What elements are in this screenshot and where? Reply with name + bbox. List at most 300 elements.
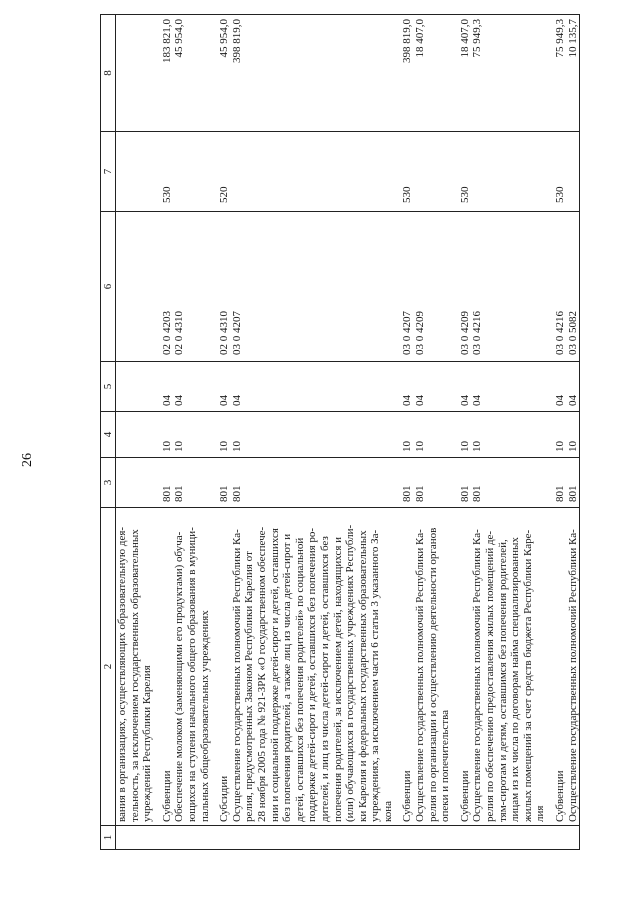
cell-subsection: 04 xyxy=(554,362,567,412)
spacer-cell xyxy=(547,458,554,508)
spacer-cell xyxy=(547,15,554,132)
cell-description: тям-сиротам и детям, оставшимся без попечения родителей, xyxy=(497,508,510,826)
cell-expense-type: 520 xyxy=(218,132,231,212)
cell-target-article xyxy=(306,212,319,362)
spacer-cell xyxy=(394,212,401,362)
cell-col-1 xyxy=(269,826,282,850)
cell-description: релия по обеспечению предоставления жилых помещений де- xyxy=(484,508,497,826)
cell-amount xyxy=(243,15,256,132)
cell-description: опеки и попечительства xyxy=(439,508,452,826)
cell-target-article: 03 0 4207 xyxy=(401,212,414,362)
cell-expense-type xyxy=(269,132,282,212)
cell-target-article xyxy=(269,212,282,362)
cell-ministry-code xyxy=(243,458,256,508)
page-number: 26 xyxy=(20,453,35,467)
cell-col-1 xyxy=(401,826,414,850)
cell-amount xyxy=(344,15,357,132)
cell-section xyxy=(427,412,440,458)
cell-expense-type xyxy=(281,132,294,212)
spacer-cell xyxy=(211,15,218,132)
cell-ministry-code xyxy=(269,458,282,508)
cell-section xyxy=(344,412,357,458)
cell-description: Осуществление государственных полномочий Республики Ка- xyxy=(567,508,580,826)
cell-col-1 xyxy=(484,826,497,850)
cell-expense-type: 530 xyxy=(459,132,472,212)
cell-subsection xyxy=(497,362,510,412)
cell-ministry-code xyxy=(484,458,497,508)
cell-section xyxy=(129,412,142,458)
cell-section xyxy=(369,412,382,458)
cell-amount xyxy=(439,15,452,132)
spacer-cell xyxy=(154,412,161,458)
cell-subsection xyxy=(509,362,522,412)
cell-subsection xyxy=(534,362,547,412)
cell-col-1 xyxy=(332,826,345,850)
cell-subsection: 04 xyxy=(161,362,174,412)
cell-description: детей, оставшихся без попечения родителей» по социальной xyxy=(294,508,307,826)
cell-amount xyxy=(484,15,497,132)
cell-amount xyxy=(534,15,547,132)
cell-subsection xyxy=(186,362,199,412)
cell-col-1 xyxy=(534,826,547,850)
table-row xyxy=(294,15,307,850)
cell-description: ки Карелия и федеральных государственных образовательных xyxy=(357,508,370,826)
header-col-2: 2 xyxy=(101,508,116,826)
spacer-cell xyxy=(394,362,401,412)
spacer-cell xyxy=(394,826,401,850)
table-row xyxy=(427,15,440,850)
spacer-cell xyxy=(452,412,459,458)
cell-subsection xyxy=(344,362,357,412)
cell-ministry-code: 801 xyxy=(554,458,567,508)
cell-ministry-code xyxy=(256,458,269,508)
cell-ministry-code: 801 xyxy=(459,458,472,508)
header-col-3: 3 xyxy=(101,458,116,508)
row-spacer xyxy=(394,15,401,850)
table-row xyxy=(256,15,269,850)
table-row xyxy=(382,15,395,850)
cell-description: поддержке детей-сирот и детей, оставшихся без попечения ро- xyxy=(306,508,319,826)
cell-section: 10 xyxy=(401,412,414,458)
cell-ministry-code xyxy=(281,458,294,508)
cell-subsection: 04 xyxy=(401,362,414,412)
cell-amount xyxy=(427,15,440,132)
cell-col-1 xyxy=(129,826,142,850)
cell-col-1 xyxy=(173,826,186,850)
cell-col-1 xyxy=(319,826,332,850)
cell-section: 10 xyxy=(459,412,472,458)
cell-expense-type xyxy=(439,132,452,212)
cell-description: Субвенции xyxy=(459,508,472,826)
cell-expense-type xyxy=(509,132,522,212)
cell-subsection xyxy=(484,362,497,412)
spacer-cell xyxy=(452,212,459,362)
table-row xyxy=(199,15,212,850)
cell-ministry-code xyxy=(129,458,142,508)
cell-col-1 xyxy=(116,826,129,850)
cell-expense-type xyxy=(427,132,440,212)
cell-amount: 398 819,0 xyxy=(231,15,244,132)
cell-subsection xyxy=(332,362,345,412)
cell-amount: 18 407,0 xyxy=(414,15,427,132)
spacer-cell xyxy=(547,826,554,850)
cell-ministry-code: 801 xyxy=(231,458,244,508)
cell-expense-type xyxy=(332,132,345,212)
cell-section xyxy=(306,412,319,458)
cell-col-1 xyxy=(497,826,510,850)
cell-target-article xyxy=(319,212,332,362)
cell-target-article xyxy=(497,212,510,362)
cell-description: без попечения родителей, а также лиц из числа детей-сирот и xyxy=(281,508,294,826)
cell-target-article xyxy=(186,212,199,362)
cell-target-article xyxy=(294,212,307,362)
cell-target-article xyxy=(427,212,440,362)
cell-col-1 xyxy=(522,826,535,850)
cell-subsection: 04 xyxy=(459,362,472,412)
cell-col-1 xyxy=(256,826,269,850)
cell-description: нии и социальной поддержке детей-сирот и детей, оставшихся xyxy=(269,508,282,826)
table-row xyxy=(369,15,382,850)
cell-subsection: 04 xyxy=(173,362,186,412)
cell-subsection xyxy=(439,362,452,412)
cell-expense-type xyxy=(294,132,307,212)
cell-target-article xyxy=(369,212,382,362)
cell-col-1 xyxy=(459,826,472,850)
spacer-cell xyxy=(452,132,459,212)
table-row xyxy=(567,15,580,850)
cell-ministry-code xyxy=(522,458,535,508)
cell-target-article xyxy=(129,212,142,362)
cell-expense-type xyxy=(369,132,382,212)
cell-target-article: 02 0 4310 xyxy=(218,212,231,362)
cell-amount xyxy=(116,15,129,132)
cell-target-article: 03 0 4209 xyxy=(459,212,472,362)
header-col-5: 5 xyxy=(101,362,116,412)
cell-amount xyxy=(281,15,294,132)
header-col-7: 7 xyxy=(101,132,116,212)
cell-amount xyxy=(269,15,282,132)
table-row xyxy=(344,15,357,850)
cell-section xyxy=(281,412,294,458)
cell-expense-type: 530 xyxy=(401,132,414,212)
cell-section xyxy=(319,412,332,458)
cell-amount xyxy=(509,15,522,132)
cell-description: жилых помещений за счет средств бюджета Республики Каре- xyxy=(522,508,535,826)
header-col-1: 1 xyxy=(101,826,116,850)
table-row xyxy=(281,15,294,850)
cell-section xyxy=(294,412,307,458)
cell-target-article xyxy=(439,212,452,362)
cell-ministry-code xyxy=(369,458,382,508)
table-row xyxy=(231,15,244,850)
cell-subsection xyxy=(427,362,440,412)
cell-col-1 xyxy=(344,826,357,850)
cell-subsection: 04 xyxy=(218,362,231,412)
cell-expense-type xyxy=(199,132,212,212)
cell-amount xyxy=(141,15,154,132)
cell-ministry-code xyxy=(509,458,522,508)
spacer-cell xyxy=(154,15,161,132)
table-row xyxy=(414,15,427,850)
cell-section: 10 xyxy=(554,412,567,458)
cell-expense-type xyxy=(414,132,427,212)
cell-amount: 183 821,0 xyxy=(161,15,174,132)
cell-description: Осуществление государственных полномочий Республики Ка- xyxy=(414,508,427,826)
spacer-cell xyxy=(547,508,554,826)
cell-description: учреждений Республики Карелия xyxy=(141,508,154,826)
cell-amount xyxy=(332,15,345,132)
cell-ministry-code xyxy=(534,458,547,508)
cell-section xyxy=(439,412,452,458)
cell-amount xyxy=(319,15,332,132)
cell-col-1 xyxy=(382,826,395,850)
spacer-cell xyxy=(547,412,554,458)
cell-target-article xyxy=(344,212,357,362)
table-header xyxy=(101,15,116,850)
table-row xyxy=(269,15,282,850)
cell-expense-type: 530 xyxy=(161,132,174,212)
table-row xyxy=(243,15,256,850)
cell-expense-type xyxy=(534,132,547,212)
cell-expense-type xyxy=(497,132,510,212)
cell-expense-type xyxy=(522,132,535,212)
cell-target-article: 03 0 4209 xyxy=(414,212,427,362)
cell-ministry-code: 801 xyxy=(567,458,580,508)
header-col-6: 6 xyxy=(101,212,116,362)
cell-col-1 xyxy=(218,826,231,850)
cell-section xyxy=(116,412,129,458)
cell-subsection xyxy=(382,362,395,412)
cell-description: Субсидии xyxy=(218,508,231,826)
cell-amount xyxy=(306,15,319,132)
cell-section xyxy=(484,412,497,458)
cell-ministry-code xyxy=(382,458,395,508)
cell-col-1 xyxy=(231,826,244,850)
cell-section xyxy=(256,412,269,458)
table-body xyxy=(116,15,580,850)
cell-target-article xyxy=(116,212,129,362)
spacer-cell xyxy=(452,508,459,826)
spacer-cell xyxy=(211,826,218,850)
cell-ministry-code xyxy=(116,458,129,508)
spacer-cell xyxy=(394,508,401,826)
table-row xyxy=(332,15,345,850)
cell-target-article xyxy=(484,212,497,362)
table-row xyxy=(471,15,484,850)
cell-target-article: 02 0 4310 xyxy=(173,212,186,362)
cell-ministry-code xyxy=(199,458,212,508)
spacer-cell xyxy=(211,132,218,212)
spacer-cell xyxy=(211,412,218,458)
cell-description: Субвенции xyxy=(554,508,567,826)
cell-expense-type xyxy=(344,132,357,212)
cell-description: Осуществление государственных полномочий Республики Ка- xyxy=(471,508,484,826)
cell-expense-type xyxy=(186,132,199,212)
cell-amount xyxy=(522,15,535,132)
table-row xyxy=(459,15,472,850)
cell-description: (или) обучающихся в государственных учреждениях Республи- xyxy=(344,508,357,826)
cell-description: дителей, и лиц из числа детей-сирот и детей, оставшихся без xyxy=(319,508,332,826)
table-row xyxy=(497,15,510,850)
cell-subsection xyxy=(281,362,294,412)
cell-description: Субвенции xyxy=(401,508,414,826)
cell-target-article xyxy=(357,212,370,362)
cell-amount: 75 949,3 xyxy=(554,15,567,132)
cell-section xyxy=(497,412,510,458)
table-row xyxy=(357,15,370,850)
cell-target-article xyxy=(256,212,269,362)
spacer-cell xyxy=(452,826,459,850)
cell-subsection xyxy=(129,362,142,412)
header-col-4: 4 xyxy=(101,412,116,458)
cell-ministry-code xyxy=(357,458,370,508)
cell-amount xyxy=(497,15,510,132)
spacer-cell xyxy=(211,458,218,508)
cell-col-1 xyxy=(357,826,370,850)
table-row xyxy=(161,15,174,850)
cell-description: лия xyxy=(534,508,547,826)
cell-ministry-code: 801 xyxy=(218,458,231,508)
table-row xyxy=(116,15,129,850)
cell-target-article xyxy=(522,212,535,362)
cell-amount: 10 135,7 xyxy=(567,15,580,132)
spacer-cell xyxy=(154,826,161,850)
cell-col-1 xyxy=(471,826,484,850)
cell-subsection: 04 xyxy=(414,362,427,412)
cell-amount xyxy=(382,15,395,132)
spacer-cell xyxy=(394,458,401,508)
cell-expense-type xyxy=(129,132,142,212)
spacer-cell xyxy=(547,362,554,412)
cell-amount xyxy=(256,15,269,132)
cell-ministry-code xyxy=(497,458,510,508)
cell-col-1 xyxy=(141,826,154,850)
cell-subsection: 04 xyxy=(231,362,244,412)
cell-subsection: 04 xyxy=(567,362,580,412)
cell-description: лицам из их числа по договорам найма специализированных xyxy=(509,508,522,826)
spacer-cell xyxy=(547,212,554,362)
cell-subsection xyxy=(294,362,307,412)
cell-subsection xyxy=(306,362,319,412)
header-col-8: 8 xyxy=(101,15,116,132)
cell-section xyxy=(509,412,522,458)
row-spacer xyxy=(547,15,554,850)
cell-expense-type xyxy=(567,132,580,212)
cell-ministry-code: 801 xyxy=(161,458,174,508)
cell-target-article: 02 0 4203 xyxy=(161,212,174,362)
cell-ministry-code: 801 xyxy=(173,458,186,508)
cell-amount xyxy=(294,15,307,132)
cell-target-article xyxy=(534,212,547,362)
table-row xyxy=(129,15,142,850)
spacer-cell xyxy=(452,15,459,132)
cell-target-article: 03 0 4216 xyxy=(554,212,567,362)
cell-amount: 45 954,0 xyxy=(173,15,186,132)
cell-col-1 xyxy=(427,826,440,850)
cell-section xyxy=(332,412,345,458)
cell-section: 10 xyxy=(471,412,484,458)
table-row xyxy=(218,15,231,850)
cell-description: релия по организации и осуществлению деятельности органов xyxy=(427,508,440,826)
cell-subsection xyxy=(369,362,382,412)
cell-expense-type xyxy=(116,132,129,212)
cell-ministry-code xyxy=(294,458,307,508)
cell-target-article: 03 0 4207 xyxy=(231,212,244,362)
spacer-cell xyxy=(547,132,554,212)
cell-col-1 xyxy=(243,826,256,850)
cell-description: 28 ноября 2005 года № 921-ЗРК «О государственном обеспече- xyxy=(256,508,269,826)
cell-ministry-code xyxy=(319,458,332,508)
cell-subsection: 04 xyxy=(471,362,484,412)
cell-section: 10 xyxy=(231,412,244,458)
cell-amount: 45 954,0 xyxy=(218,15,231,132)
table-row xyxy=(306,15,319,850)
cell-description: Обеспечение молоком (заменяющими его продуктами) обуча- xyxy=(173,508,186,826)
cell-amount: 75 949,3 xyxy=(471,15,484,132)
cell-section: 10 xyxy=(567,412,580,458)
cell-expense-type xyxy=(484,132,497,212)
cell-expense-type xyxy=(306,132,319,212)
cell-description: кона xyxy=(382,508,395,826)
cell-ministry-code xyxy=(344,458,357,508)
cell-section xyxy=(141,412,154,458)
cell-amount: 18 407,0 xyxy=(459,15,472,132)
cell-description: релия, предусмотренных Законом Республики Карелия от xyxy=(243,508,256,826)
budget-table xyxy=(100,14,580,850)
cell-section: 10 xyxy=(161,412,174,458)
cell-ministry-code xyxy=(306,458,319,508)
row-spacer xyxy=(452,15,459,850)
cell-target-article xyxy=(382,212,395,362)
table-row xyxy=(173,15,186,850)
spacer-cell xyxy=(452,362,459,412)
budget-table-page xyxy=(100,15,615,850)
cell-col-1 xyxy=(306,826,319,850)
cell-expense-type xyxy=(471,132,484,212)
cell-section: 10 xyxy=(414,412,427,458)
cell-expense-type xyxy=(382,132,395,212)
cell-subsection xyxy=(256,362,269,412)
cell-target-article xyxy=(243,212,256,362)
spacer-cell xyxy=(394,15,401,132)
cell-target-article: 03 0 5082 xyxy=(567,212,580,362)
cell-target-article xyxy=(509,212,522,362)
cell-expense-type xyxy=(243,132,256,212)
cell-amount xyxy=(129,15,142,132)
row-spacer xyxy=(154,15,161,850)
cell-col-1 xyxy=(199,826,212,850)
cell-target-article: 03 0 4216 xyxy=(471,212,484,362)
cell-amount xyxy=(186,15,199,132)
cell-ministry-code: 801 xyxy=(401,458,414,508)
table-row xyxy=(522,15,535,850)
table-row xyxy=(439,15,452,850)
table-row xyxy=(401,15,414,850)
cell-section: 10 xyxy=(173,412,186,458)
cell-target-article xyxy=(199,212,212,362)
cell-section xyxy=(534,412,547,458)
cell-subsection xyxy=(319,362,332,412)
cell-col-1 xyxy=(414,826,427,850)
table-row xyxy=(509,15,522,850)
spacer-cell xyxy=(211,212,218,362)
cell-subsection xyxy=(141,362,154,412)
spacer-cell xyxy=(211,362,218,412)
cell-amount: 398 819,0 xyxy=(401,15,414,132)
cell-section xyxy=(199,412,212,458)
cell-section xyxy=(522,412,535,458)
cell-subsection xyxy=(199,362,212,412)
